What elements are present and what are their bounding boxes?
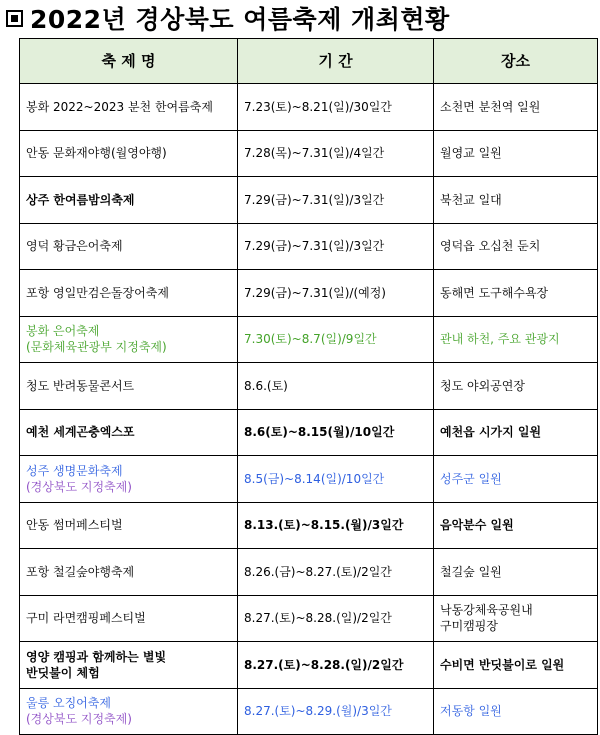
festival-place: 소천면 분천역 일원 — [434, 84, 598, 131]
festival-place: 영덕읍 오십천 둔치 — [434, 223, 598, 270]
festival-designation: (경상북도 지정축제) — [26, 712, 132, 727]
festival-name-cell — [20, 316, 238, 363]
festival-period: 8.26.(금)~8.27.(토)/2일간 — [238, 549, 434, 596]
table-row — [20, 502, 598, 549]
festival-name-cell — [20, 642, 238, 689]
header-name: 축 제 명 — [20, 39, 238, 84]
festival-place: 저동항 일원 — [434, 688, 598, 735]
table-row — [20, 177, 598, 224]
festival-place: 예천읍 시가지 일원 — [434, 409, 598, 456]
table-row — [20, 549, 598, 596]
table-row — [20, 688, 598, 735]
festival-name: 상주 한여름밤의축제 — [20, 177, 238, 224]
header-period: 기 간 — [238, 39, 434, 84]
festival-name: 포항 철길숲야행축제 — [20, 549, 238, 596]
table-row — [20, 595, 598, 642]
festival-name-cell — [20, 456, 238, 503]
festival-name: 안동 썸머페스티벌 — [20, 502, 238, 549]
festival-period: 8.6(토)~8.15(월)/10일간 — [238, 409, 434, 456]
table-row — [20, 409, 598, 456]
festival-name-cell — [20, 688, 238, 735]
festival-place: 북천교 일대 — [434, 177, 598, 224]
festival-period: 8.27.(토)~8.28.(일)/2일간 — [238, 642, 434, 689]
festival-place-cell — [434, 595, 598, 642]
table-row — [20, 456, 598, 503]
page-title — [6, 3, 450, 33]
festival-name: 청도 반려동물콘서트 — [20, 363, 238, 410]
festival-place: 청도 야외공연장 — [434, 363, 598, 410]
festival-period: 7.28(목)~7.31(일)/4일간 — [238, 130, 434, 177]
table-row — [20, 316, 598, 363]
festival-period: 7.29(금)~7.31(일)/(예정) — [238, 270, 434, 317]
festival-place: 관내 하천, 주요 관광지 — [434, 316, 598, 363]
table-row — [20, 130, 598, 177]
header-place: 장소 — [434, 39, 598, 84]
festival-name: 봉화 2022~2023 분천 한여름축제 — [20, 84, 238, 131]
festival-period: 8.27.(토)~8.29.(월)/3일간 — [238, 688, 434, 735]
festival-place: 수비면 반딧불이로 일원 — [434, 642, 598, 689]
festival-table — [19, 38, 598, 735]
festival-name: 안동 문화재야행(월영야행) — [20, 130, 238, 177]
page-title-text: 2022년 경상북도 여름축제 개최현황 — [30, 5, 450, 34]
festival-name: 봉화 은어축제 — [26, 324, 100, 339]
festival-place: 동해면 도구해수욕장 — [434, 270, 598, 317]
festival-name: 영양 캠핑과 함께하는 별빛 — [26, 649, 167, 664]
festival-name: 구미 라면캠핑페스티벌 — [20, 595, 238, 642]
table-row — [20, 642, 598, 689]
table-row — [20, 363, 598, 410]
festival-designation: (경상북도 지정축제) — [26, 479, 132, 494]
festival-place-detail: 구미캠핑장 — [440, 619, 498, 634]
festival-name: 포항 영일만검은돌장어축제 — [20, 270, 238, 317]
festival-period: 8.13.(토)~8.15.(월)/3일간 — [238, 502, 434, 549]
table-row — [20, 223, 598, 270]
festival-place: 철길숲 일원 — [434, 549, 598, 596]
festival-period: 7.29(금)~7.31(일)/3일간 — [238, 177, 434, 224]
festival-place: 월영교 일원 — [434, 130, 598, 177]
table-row — [20, 84, 598, 131]
festival-name: 영덕 황금은어축제 — [20, 223, 238, 270]
festival-place: 성주군 일원 — [434, 456, 598, 503]
table-row — [20, 270, 598, 317]
festival-period: 8.6.(토) — [238, 363, 434, 410]
festival-designation: (문화체육관광부 지정축제) — [26, 340, 167, 355]
festival-period: 8.5(금)~8.14(일)/10일간 — [238, 456, 434, 503]
square-bullet-icon — [6, 10, 23, 27]
festival-place: 낙동강체육공원내 — [440, 603, 533, 618]
festival-period: 7.23(토)~8.21(일)/30일간 — [238, 84, 434, 131]
festival-name-line2: 반딧불이 체험 — [26, 665, 100, 680]
festival-name: 예천 세계곤충엑스포 — [20, 409, 238, 456]
festival-name: 성주 생명문화축제 — [26, 463, 123, 478]
festival-period: 8.27.(토)~8.28.(일)/2일간 — [238, 595, 434, 642]
festival-period: 7.30(토)~8.7(일)/9일간 — [238, 316, 434, 363]
festival-period: 7.29(금)~7.31(일)/3일간 — [238, 223, 434, 270]
festival-name: 울릉 오징어축제 — [26, 696, 111, 711]
table-header-row — [20, 39, 598, 84]
festival-place: 음악분수 일원 — [434, 502, 598, 549]
